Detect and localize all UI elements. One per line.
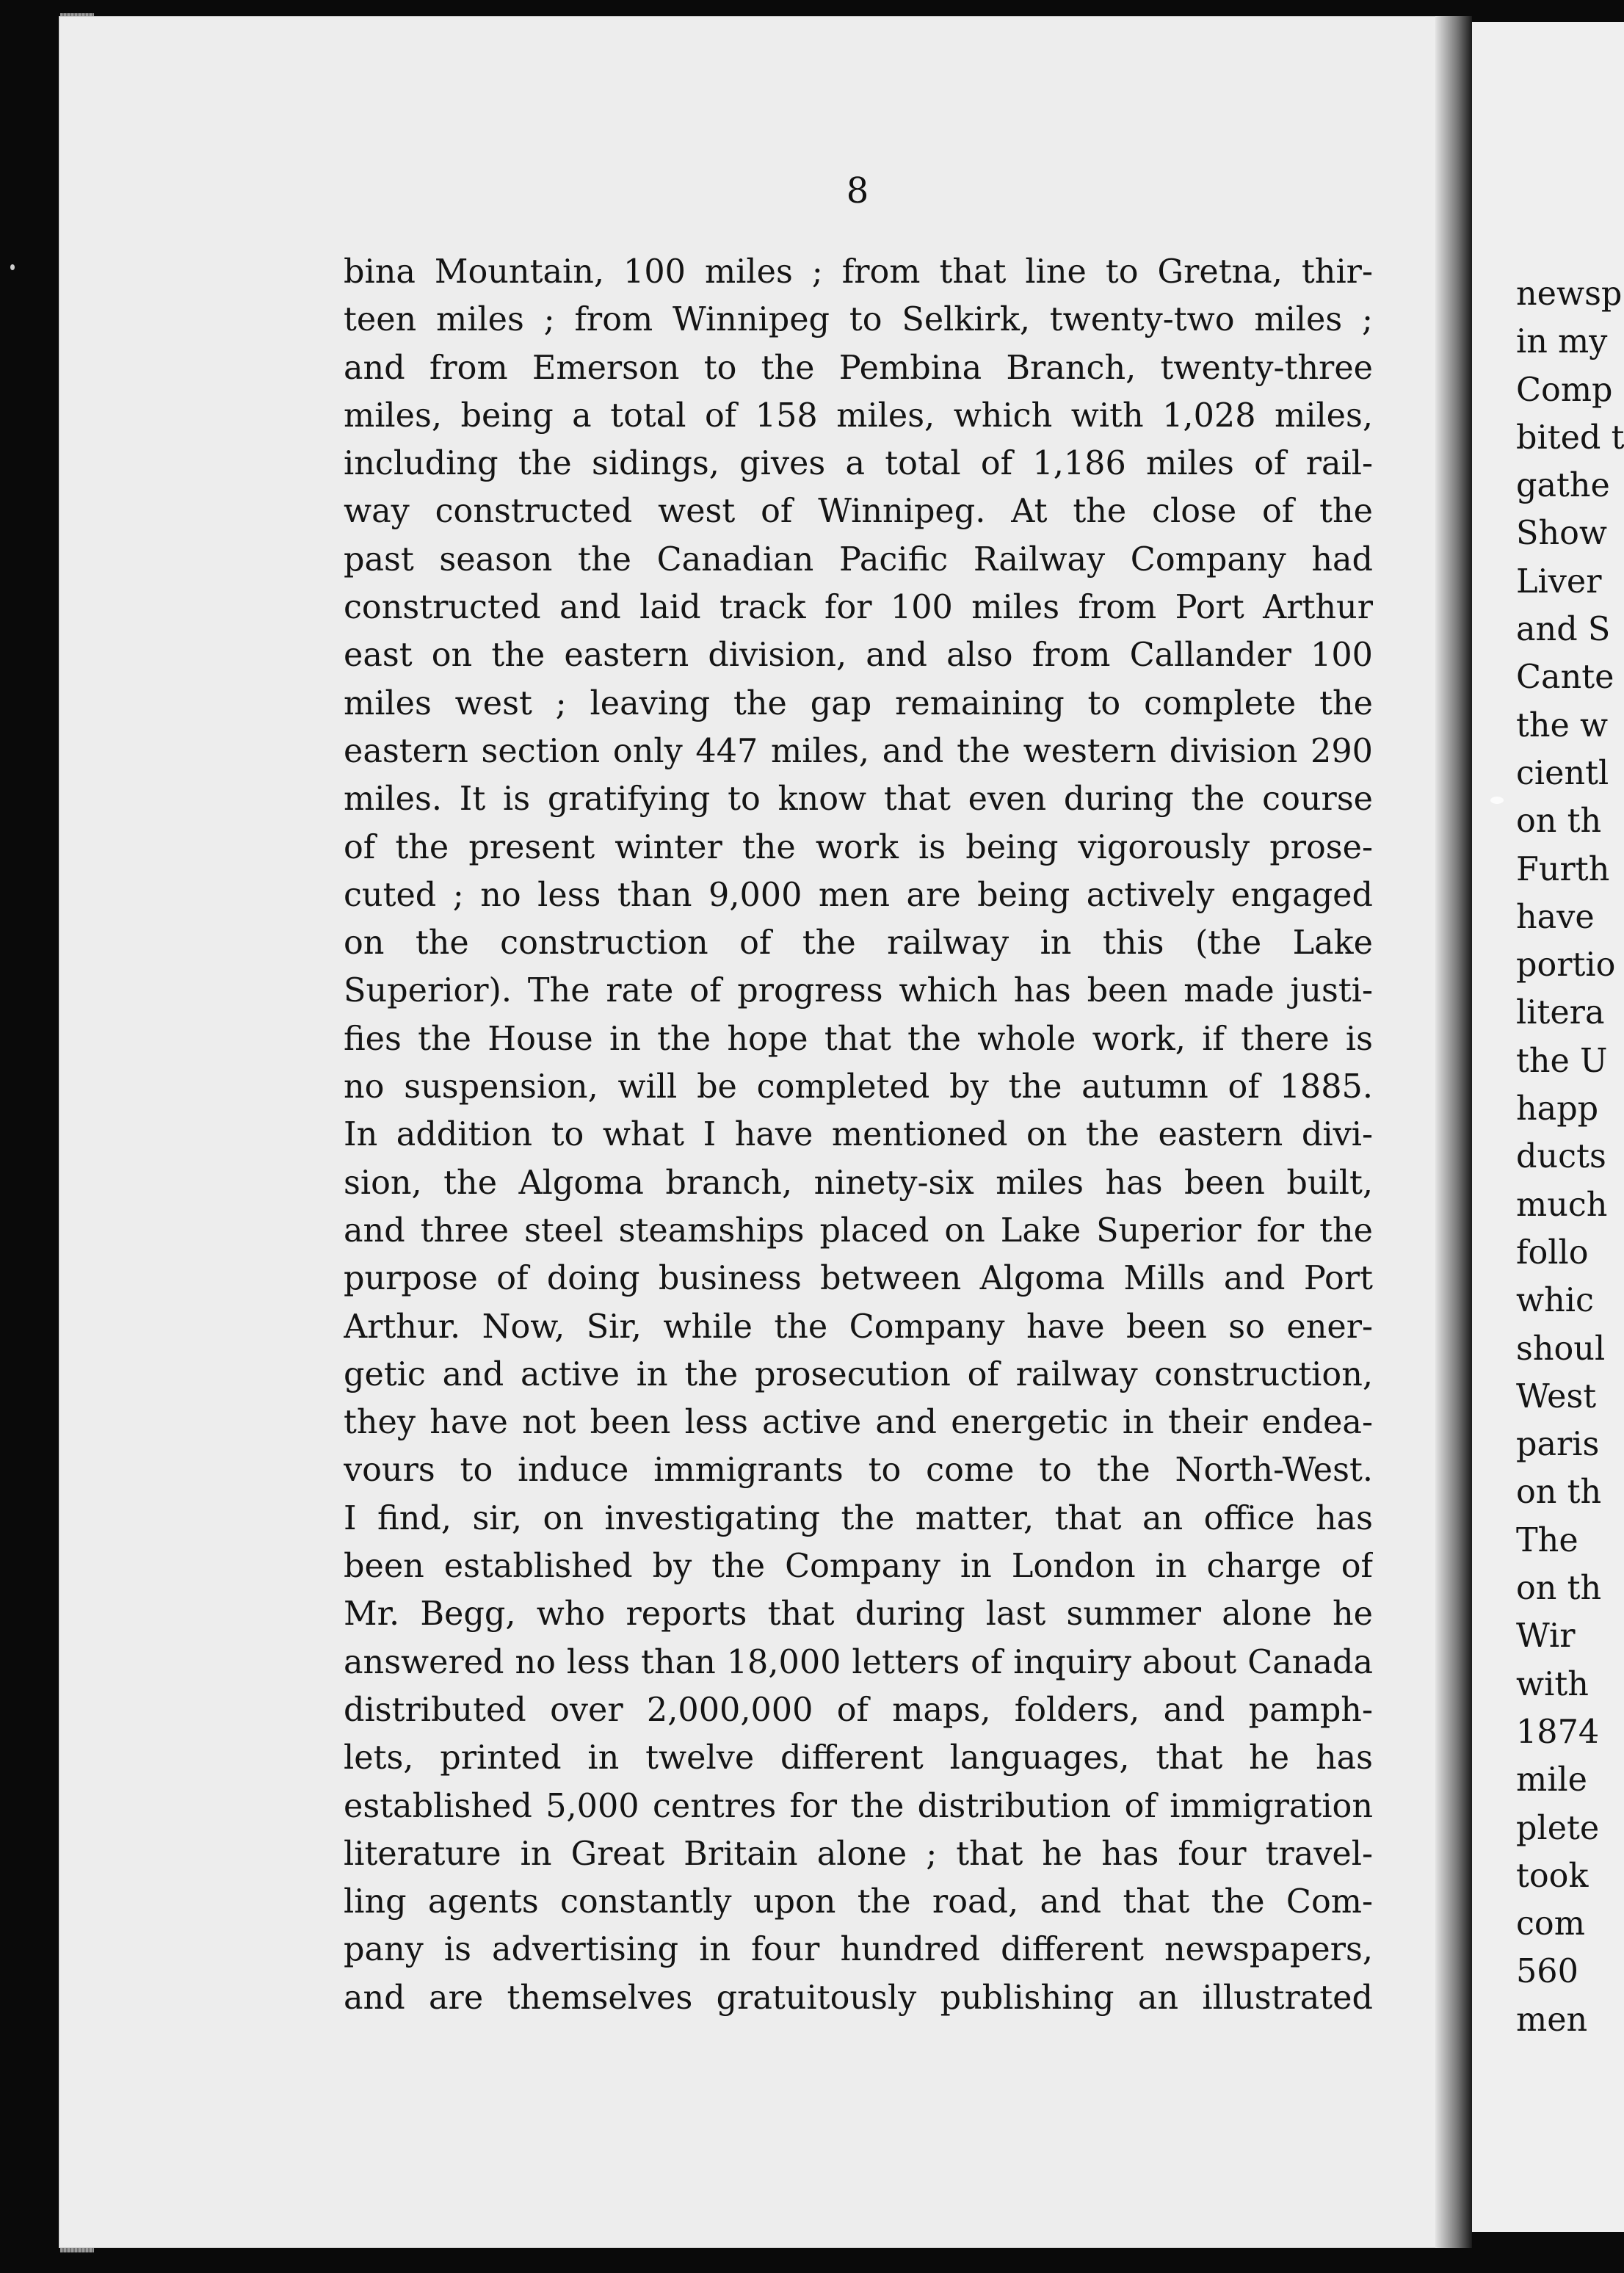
text-line: purpose of doing business between Algoma Mills and Port xyxy=(344,1260,1373,1298)
right-page xyxy=(1472,22,1624,2232)
text-line: been established by the Company in London in charge of xyxy=(344,1548,1373,1586)
text-line: In addition to what I have mentioned on the eastern divi- xyxy=(344,1116,1373,1154)
right-page-line: and S xyxy=(1516,611,1611,649)
text-line: Arthur. Now, Sir, while the Company have been so ener- xyxy=(344,1308,1373,1346)
text-line: and three steel steamships placed on Lake Superior for the xyxy=(344,1211,1373,1250)
right-page-line: much xyxy=(1516,1186,1608,1224)
text-line: eastern section only 447 miles, and the western division 290 xyxy=(344,732,1373,770)
right-page-line: plete xyxy=(1516,1809,1600,1847)
text-line: they have not been less active and energetic in their endea- xyxy=(344,1404,1373,1442)
text-line: answered no less than 18,000 letters of inquiry about Canada xyxy=(344,1643,1373,1681)
right-page-line: on th xyxy=(1516,1570,1602,1608)
text-line: and from Emerson to the Pembina Branch, twenty-three xyxy=(344,349,1373,387)
right-page-line: Liver xyxy=(1516,562,1602,601)
right-page-line: paris xyxy=(1516,1426,1600,1464)
right-page-line: happ xyxy=(1516,1090,1599,1128)
text-line: vours to induce immigrants to come to the North-West. xyxy=(344,1451,1373,1490)
page-number: 8 xyxy=(846,170,869,211)
right-page-line: Wir xyxy=(1516,1617,1576,1656)
right-page-line: Cante xyxy=(1516,659,1614,697)
right-page-line: portio xyxy=(1516,946,1616,985)
right-page-line: the U xyxy=(1516,1042,1608,1080)
right-page-line: gathe xyxy=(1516,467,1610,505)
text-line: way constructed west of Winnipeg. At the close of the xyxy=(344,493,1373,531)
right-page-line: litera xyxy=(1516,994,1605,1032)
text-line: fies the House in the hope that the whole work, if there is xyxy=(344,1020,1373,1058)
text-line: and are themselves gratuitously publishing an illustrated xyxy=(344,1979,1373,2017)
right-page-line: follo xyxy=(1516,1233,1589,1272)
right-page-line: the w xyxy=(1516,706,1609,744)
right-page-line: 1874 xyxy=(1516,1713,1600,1751)
text-line: ling agents constantly upon the road, and that the Com- xyxy=(344,1883,1373,1921)
text-line: miles west ; leaving the gap remaining to complete the xyxy=(344,684,1373,722)
text-line: getic and active in the prosecution of railway construction, xyxy=(344,1355,1373,1393)
right-page-line: bited t xyxy=(1516,418,1624,457)
text-line: east on the eastern division, and also from Callander 100 xyxy=(344,637,1373,675)
text-line: constructed and laid track for 100 miles from Port Arthur xyxy=(344,589,1373,627)
text-line: past season the Canadian Pacific Railway Company had xyxy=(344,540,1373,579)
text-line: Superior). The rate of progress which has been made justi- xyxy=(344,972,1373,1010)
text-line: lets, printed in twelve different languages, that he has xyxy=(344,1739,1373,1777)
scan-speck xyxy=(10,264,15,270)
text-line: established 5,000 centres for the distribution of immigration xyxy=(344,1787,1373,1825)
right-page-line: cientl xyxy=(1516,754,1609,792)
text-line: teen miles ; from Winnipeg to Selkirk, twenty-two miles ; xyxy=(344,301,1373,339)
text-line: including the sidings, gives a total of 1,186 miles of rail- xyxy=(344,445,1373,483)
right-page-line: The xyxy=(1516,1521,1578,1559)
right-page-line: took xyxy=(1516,1857,1589,1895)
text-line: pany is advertising in four hundred different newspapers, xyxy=(344,1931,1373,1969)
right-page-line: shoul xyxy=(1516,1330,1606,1368)
page-body-text xyxy=(344,248,1373,2022)
right-page-line: Furth xyxy=(1516,850,1610,888)
right-page-line: men xyxy=(1516,2001,1588,2039)
book-gutter xyxy=(1435,16,1472,2248)
right-page-line: Show xyxy=(1516,515,1608,553)
text-line: on the construction of the railway in this (the Lake xyxy=(344,924,1373,963)
text-line: of the present winter the work is being vigorously prose- xyxy=(344,828,1373,866)
right-page-line: Comp xyxy=(1516,371,1613,409)
text-line: bina Mountain, 100 miles ; from that line to Gretna, thir- xyxy=(344,253,1373,291)
right-page-line: on th xyxy=(1516,1473,1602,1512)
right-page-line: in my xyxy=(1516,323,1608,361)
text-line: miles. It is gratifying to know that even during the course xyxy=(344,780,1373,819)
right-page-line: have xyxy=(1516,898,1595,936)
right-page-line: 560 xyxy=(1516,1953,1578,1991)
right-page-line: West xyxy=(1516,1377,1597,1415)
right-page-line: newsp xyxy=(1516,275,1623,313)
text-line: miles, being a total of 158 miles, which with 1,028 miles, xyxy=(344,396,1373,435)
right-page-line: on th xyxy=(1516,802,1602,841)
right-page-line: com xyxy=(1516,1905,1585,1943)
text-line: cuted ; no less than 9,000 men are being actively engaged xyxy=(344,876,1373,914)
right-page-line: with xyxy=(1516,1665,1589,1703)
text-line: I find, sir, on investigating the matter, that an office has xyxy=(344,1499,1373,1537)
text-line: no suspension, will be completed by the autumn of 1885. xyxy=(344,1068,1373,1106)
text-line: distributed over 2,000,000 of maps, folders, and pamph- xyxy=(344,1691,1373,1729)
text-line: sion, the Algoma branch, ninety-six miles has been built, xyxy=(344,1164,1373,1202)
text-line: literature in Great Britain alone ; that he has four travel- xyxy=(344,1835,1373,1873)
text-line: Mr. Begg, who reports that during last summer alone he xyxy=(344,1595,1373,1634)
right-page-line: whic xyxy=(1516,1282,1594,1320)
right-page-line: ducts xyxy=(1516,1138,1606,1176)
right-page-line: mile xyxy=(1516,1761,1587,1799)
right-page-text xyxy=(1516,270,1624,2044)
scan-speck xyxy=(1490,797,1504,804)
